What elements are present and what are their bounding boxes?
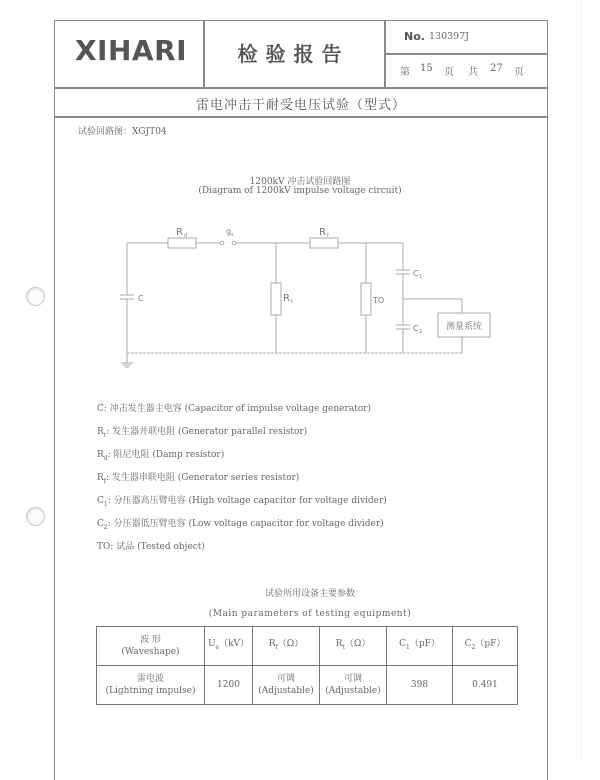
label-rf-sub: f xyxy=(327,233,329,239)
header-unit: （Ω） xyxy=(344,639,371,650)
legend-text: : 冲击发生器主电容 (Capacitor of impulse voltage generator) xyxy=(103,404,371,414)
spark-gap-icon xyxy=(220,241,224,245)
header-c1 xyxy=(387,627,453,666)
cell-cn: 雷电波 xyxy=(136,674,164,684)
punch-hole xyxy=(26,287,45,306)
legend-symbol: TO xyxy=(97,542,111,552)
label-c1: C xyxy=(413,269,419,278)
diagram-title-en: (Diagram of 1200kV impulse voltage circuit) xyxy=(198,186,402,196)
legend-item xyxy=(97,447,224,462)
header-symbol: R xyxy=(335,639,343,650)
cell-cn: 可调 xyxy=(276,674,295,684)
label-c2-sub: 2 xyxy=(419,329,423,335)
legend-text: : 分压器低压臂电容 (Low voltage capacitor for voltage divider) xyxy=(107,519,384,529)
label-gs: g xyxy=(226,227,232,236)
cell-en: (Adjustable) xyxy=(325,686,381,696)
legend-subscript: d xyxy=(103,454,108,462)
legend-symbol: R xyxy=(97,473,104,483)
resistor-rt xyxy=(271,283,281,315)
header-rf xyxy=(253,627,320,666)
cell-rf xyxy=(253,666,320,705)
header-symbol: C xyxy=(464,639,472,650)
report-number: 130397J xyxy=(429,31,470,42)
header-subscript: 1 xyxy=(406,643,410,651)
legend-symbol: C xyxy=(97,404,104,414)
punch-hole xyxy=(26,507,45,526)
label-to: TO xyxy=(373,296,385,305)
legend-symbol: C xyxy=(97,519,104,529)
header-ue xyxy=(205,627,253,666)
header-subscript: t xyxy=(342,643,345,651)
cell-ue: 1200 xyxy=(205,666,253,705)
cell-c2: 0.491 xyxy=(453,666,518,705)
resistor-rd xyxy=(168,238,196,248)
page-unit: 页 xyxy=(444,67,454,78)
current-page: 15 xyxy=(420,63,433,74)
header-unit: （pF） xyxy=(409,639,440,650)
cell-rt xyxy=(320,666,387,705)
title-divider xyxy=(54,116,548,118)
company-logo: XIHARI xyxy=(74,34,188,67)
label-gs-sub: s xyxy=(231,232,234,238)
header-en: (Waveshape) xyxy=(121,647,180,657)
test-title: 雷电冲击干耐受电压试验（型式） xyxy=(195,98,406,113)
label-c2: C xyxy=(413,324,419,333)
header-unit: （Ω） xyxy=(277,639,304,650)
total-prefix: 共 xyxy=(468,67,478,78)
legend-item xyxy=(97,539,205,554)
legend-subscript: 1 xyxy=(103,500,108,508)
resistor-rf xyxy=(310,238,338,248)
label-rd-sub: d xyxy=(184,233,188,239)
label-c1-sub: 1 xyxy=(419,274,423,280)
label-measurement-system: 测量系统 xyxy=(445,322,483,332)
label-rt: R xyxy=(283,293,290,304)
legend-item xyxy=(97,424,307,439)
header-subscript: 2 xyxy=(471,643,476,651)
title-number-divider xyxy=(384,20,386,87)
header-symbol: C xyxy=(399,639,407,650)
legend-item xyxy=(97,516,384,531)
legend-subscript: f xyxy=(103,477,107,485)
diagram-title-cn: 1200kV 冲击试验回路图 xyxy=(249,177,351,187)
params-title-en: (Main parameters of testing equipment) xyxy=(208,609,412,619)
spark-gap-icon xyxy=(232,241,236,245)
cell-en: (Lightning impulse) xyxy=(105,686,196,696)
header-divider xyxy=(54,87,548,89)
legend-symbol: C xyxy=(97,496,104,506)
circuit-diagram xyxy=(100,220,500,375)
header-waveshape xyxy=(97,627,205,666)
header-c2 xyxy=(453,627,518,666)
header-rt xyxy=(320,627,387,666)
header-symbol: R xyxy=(268,639,276,650)
cell-waveshape xyxy=(97,666,205,705)
header-cn: 波 形 xyxy=(140,635,161,645)
legend-text: : 试品 (Tested object) xyxy=(110,542,205,552)
header-unit: （kV） xyxy=(219,639,250,650)
legend-text: : 阻尼电阻 (Damp resistor) xyxy=(107,450,225,460)
header-subscript: e xyxy=(215,643,220,651)
circuit-label: 试验回路图：XGJT04 xyxy=(78,127,167,137)
legend-item xyxy=(97,401,371,416)
legend-subscript: 2 xyxy=(103,523,108,531)
table-row xyxy=(97,666,518,705)
page-prefix: 第 xyxy=(400,67,410,78)
label-rd: R xyxy=(176,227,183,238)
header-unit: （pF） xyxy=(475,639,506,650)
label-rt-sub: t xyxy=(291,299,293,305)
header-subscript: f xyxy=(275,643,278,651)
cell-cn: 可调 xyxy=(343,674,362,684)
report-title: 检验报告 xyxy=(237,42,350,66)
test-object xyxy=(361,283,371,315)
legend-text: : 分压器高压臂电容 (High voltage capacitor for voltage divider) xyxy=(107,496,387,506)
label-c: C xyxy=(138,294,144,303)
total-pages: 27 xyxy=(490,63,503,74)
legend-item xyxy=(97,470,299,485)
report-number-label: No. xyxy=(404,30,425,43)
page-edge xyxy=(580,0,581,763)
legend-text: : 发生器并联电阻 (Generator parallel resistor) xyxy=(106,427,308,437)
number-divider xyxy=(384,53,548,55)
cell-en: (Adjustable) xyxy=(258,686,314,696)
table-header-row xyxy=(97,627,518,666)
header-symbol: U xyxy=(207,639,216,650)
cell-c1: 398 xyxy=(387,666,453,705)
legend-item xyxy=(97,493,387,508)
legend-symbol: R xyxy=(97,427,104,437)
params-title-cn: 试验所用设备主要参数 xyxy=(264,589,355,599)
legend-subscript: t xyxy=(103,431,107,439)
page-unit: 页 xyxy=(514,67,524,78)
legend-text: : 发生器串联电阻 (Generator series resistor) xyxy=(106,473,300,483)
label-rf: R xyxy=(319,227,326,238)
params-table xyxy=(96,626,518,705)
legend-symbol: R xyxy=(97,450,104,460)
